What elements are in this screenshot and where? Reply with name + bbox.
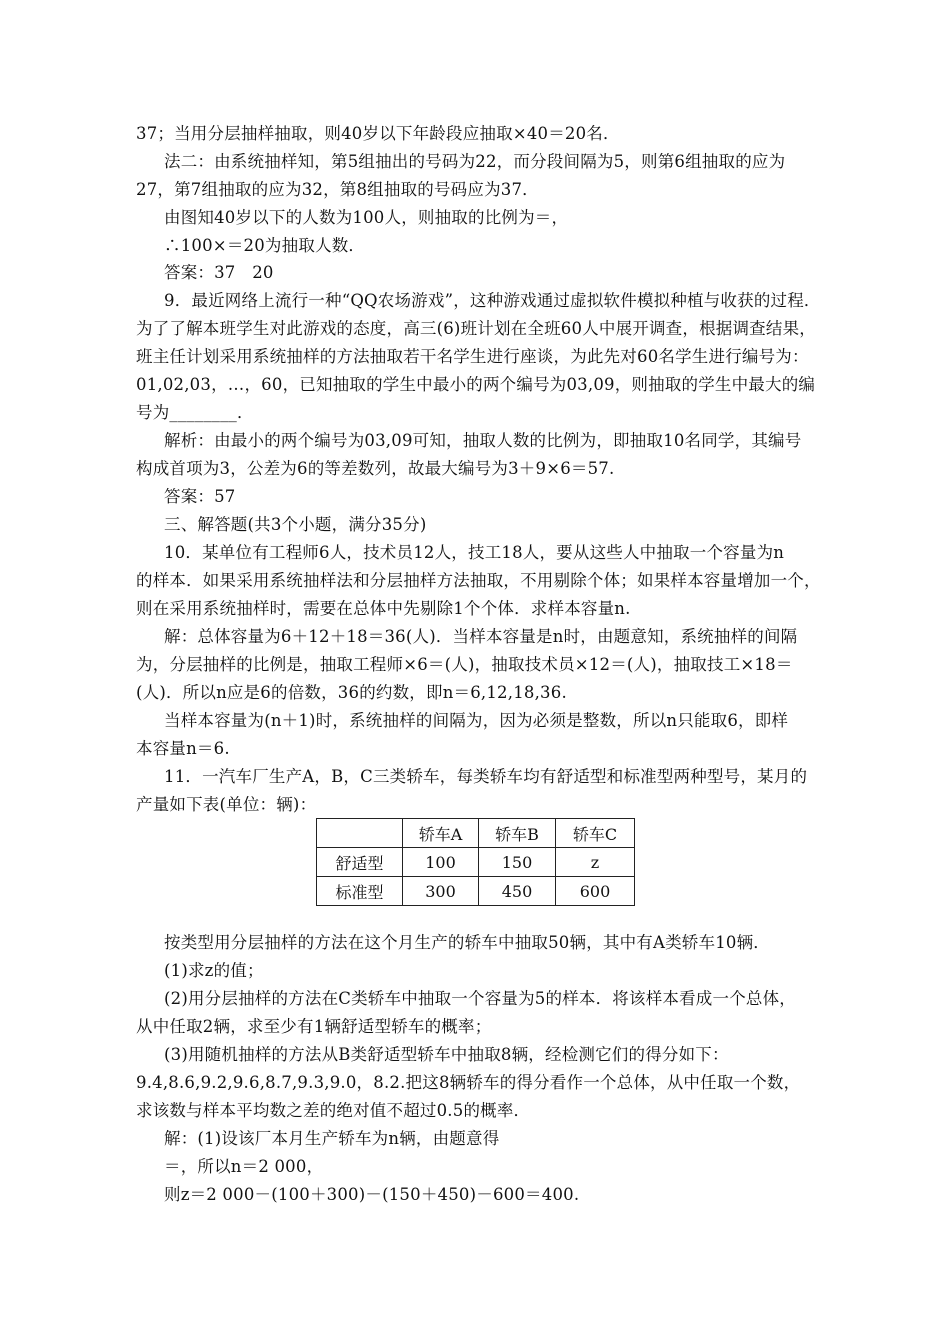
table-cell: 舒适型 xyxy=(317,848,403,877)
text-line: 法二：由系统抽样知，第5组抽出的号码为22，而分段间隔为5，则第6组抽取的应为 xyxy=(164,152,786,171)
table-cell xyxy=(317,819,403,848)
text-line: ∴100×＝20为抽取人数． xyxy=(164,236,366,255)
text-line: 01,02,03，…，60，已知抽取的学生中最小的两个编号为03,09，则抽取的学生中最大的编 xyxy=(136,375,816,394)
text-line: 为，分层抽样的比例是，抽取工程师×6＝(人)，抽取技术员×12＝(人)，抽取技工×18＝ xyxy=(136,655,793,674)
text-line: 班主任计划采用系统抽样的方法抽取若干名学生进行座谈，为此先对60名学生进行编号为： xyxy=(136,347,809,366)
table-cell: 轿车A xyxy=(403,819,479,848)
text-line: 从中任取2辆，求至少有1辆舒适型轿车的概率； xyxy=(136,1017,492,1036)
text-line: 解析：由最小的两个编号为03,09可知，抽取人数的比例为，即抽取10名同学，其编号 xyxy=(164,431,802,450)
text-line: 号为________． xyxy=(136,403,254,422)
text-line: 则z＝2 000－(100＋300)－(150＋450)－600＝400. xyxy=(164,1185,580,1204)
table-cell: 标准型 xyxy=(317,877,403,906)
text-line: 9.4,8.6,9.2,9.6,8.7,9.3,9.0，8.2.把这8辆轿车的得分看作一个总体，从中任取一个数， xyxy=(136,1073,801,1092)
table-cell: z xyxy=(556,848,635,877)
table-cell: 轿车B xyxy=(479,819,556,848)
table-cell: 600 xyxy=(556,877,635,906)
text-line: (1)求z的值； xyxy=(164,961,264,980)
text-line: 三、解答题(共3个小题，满分35分) xyxy=(164,515,427,534)
text-line: 9．最近网络上流行一种“QQ农场游戏”，这种游戏通过虚拟软件模拟种植与收获的过程． xyxy=(164,291,821,310)
table-row xyxy=(317,877,635,906)
text-line: 答案：57 xyxy=(164,487,236,506)
table-cell: 轿车C xyxy=(556,819,635,848)
text-line: 求该数与样本平均数之差的绝对值不超过0.5的概率． xyxy=(136,1101,531,1120)
text-line: 由图知40岁以下的人数为100人，则抽取的比例为＝， xyxy=(164,208,569,227)
text-line: 产量如下表(单位：辆)： xyxy=(136,795,317,814)
text-line: (人)．所以n应是6的倍数，36的约数，即n＝6,12,18,36. xyxy=(136,683,567,702)
text-line: (3)用随机抽样的方法从B类舒适型轿车中抽取8辆，经检测它们的得分如下： xyxy=(164,1045,729,1064)
text-line: 构成首项为3，公差为6的等差数列，故最大编号为3＋9×6＝57. xyxy=(136,459,615,478)
table-header-row xyxy=(317,819,635,848)
text-line: 则在采用系统抽样时，需要在总体中先剔除1个个体．求样本容量n. xyxy=(136,599,631,618)
text-line: 当样本容量为(n＋1)时，系统抽样的间隔为，因为必须是整数，所以n只能取6，即样 xyxy=(164,711,789,730)
text-line: 解：总体容量为6＋12＋18＝36(人)．当样本容量是n时，由题意知，系统抽样的间隔 xyxy=(164,627,798,646)
text-line: 27，第7组抽取的应为32，第8组抽取的号码应为37． xyxy=(136,180,539,199)
table-cell: 450 xyxy=(479,877,556,906)
table-cell: 150 xyxy=(479,848,556,877)
table-cell: 100 xyxy=(403,848,479,877)
text-line: 按类型用分层抽样的方法在这个月生产的轿车中抽取50辆，其中有A类轿车10辆． xyxy=(164,933,771,952)
text-line: 10．某单位有工程师6人，技术员12人，技工18人，要从这些人中抽取一个容量为n xyxy=(164,543,785,562)
text-line: 为了了解本班学生对此游戏的态度，高三(6)班计划在全班60人中展开调查，根据调查结果， xyxy=(136,319,816,338)
text-line: 解：(1)设该厂本月生产轿车为n辆，由题意得 xyxy=(164,1129,500,1148)
text-line: ＝，所以n＝2 000， xyxy=(164,1157,324,1176)
text-line: 本容量n＝6. xyxy=(136,739,230,758)
text-line: 11．一汽车厂生产A，B，C三类轿车，每类轿车均有舒适型和标准型两种型号，某月的 xyxy=(164,767,808,786)
text-line: 答案：37 20 xyxy=(164,263,274,282)
table-cell: 300 xyxy=(403,877,479,906)
text-line: (2)用分层抽样的方法在C类轿车中抽取一个容量为5的样本．将该样本看成一个总体， xyxy=(164,989,796,1008)
text-line: 的样本．如果采用系统抽样法和分层抽样方法抽取，不用剔除个体；如果样本容量增加一个， xyxy=(136,571,821,590)
table-row xyxy=(317,848,635,877)
production-table xyxy=(316,818,635,906)
text-line: 37；当用分层抽样抽取，则40岁以下年龄段应抽取×40＝20名． xyxy=(136,124,620,143)
